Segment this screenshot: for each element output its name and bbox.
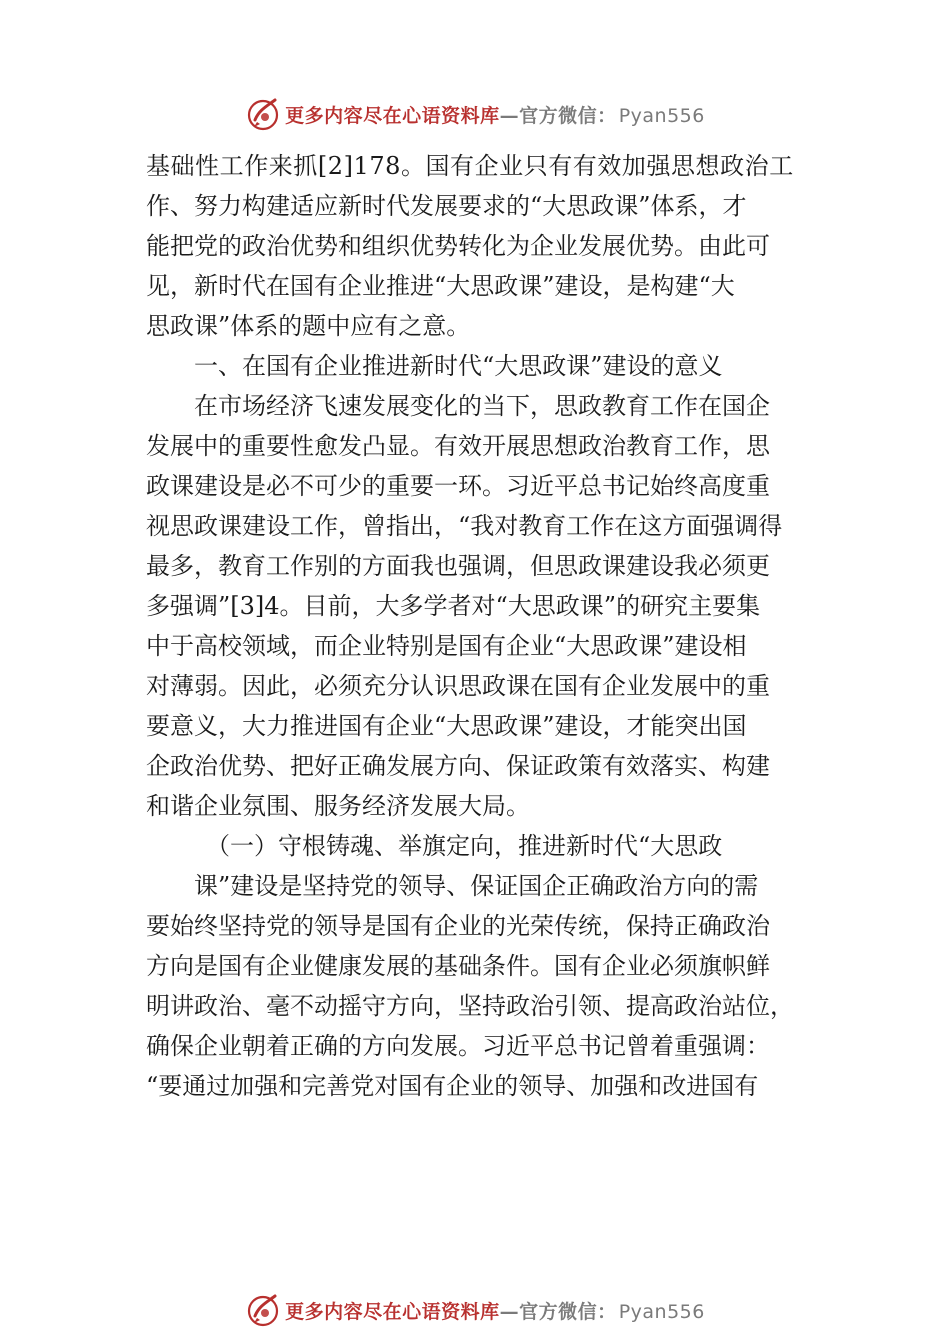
subsection-heading: （一）守根铸魂、举旗定向，推进新时代“大思政 <box>206 832 723 860</box>
subsection-heading-continued: 课”建设是坚持党的领导、保证国企正确政治方向的需 <box>194 872 759 900</box>
text-line: 见，新时代在国有企业推进“大思政课”建设，是构建“大 <box>146 272 735 300</box>
text-line: 能把党的政治优势和组织优势转化为企业发展优势。由此可 <box>146 232 770 260</box>
text-line: 中于高校领域，而企业特别是国有企业“大思政课”建设相 <box>146 632 747 660</box>
text-line: 视思政课建设工作，曾指出，“我对教育工作在这方面强调得 <box>146 512 783 540</box>
text-line: 对薄弱。因此，必须充分认识思政课在国有企业发展中的重 <box>146 672 770 700</box>
document-body <box>146 146 808 1106</box>
text-line: 最多，教育工作别的方面我也强调，但思政课建设我必须更 <box>146 552 770 580</box>
text-line: 政课建设是必不可少的重要一环。习近平总书记始终高度重 <box>146 472 770 500</box>
text-line: 方向是国有企业健康发展的基础条件。国有企业必须旗帜鲜 <box>146 952 770 980</box>
pen-seal-logo-icon <box>245 1292 281 1328</box>
text-line: 思政课”体系的题中应有之意。 <box>146 312 471 340</box>
text-line: 明讲政治、毫不动摇守方向，坚持政治引领、提高政治站位， <box>146 992 794 1020</box>
section-heading: 一、在国有企业推进新时代“大思政课”建设的意义 <box>194 352 723 380</box>
pen-seal-logo-icon <box>245 96 281 132</box>
watermark-text: 更多内容尽在心语资料库—官方微信： Pyan556 <box>285 104 705 127</box>
text-line: 要意义，大力推进国有企业“大思政课”建设，才能突出国 <box>146 712 747 740</box>
text-line: “要通过加强和完善党对国有企业的领导、加强和改进国有 <box>146 1072 759 1100</box>
text-line: 发展中的重要性愈发凸显。有效开展思想政治教育工作，思 <box>146 432 770 460</box>
watermark-text: 更多内容尽在心语资料库—官方微信： Pyan556 <box>285 1300 705 1323</box>
text-line: 和谐企业氛围、服务经济发展大局。 <box>146 792 530 820</box>
text-line: 确保企业朝着正确的方向发展。习近平总书记曾着重强调： <box>146 1032 770 1060</box>
text-line: 要始终坚持党的领导是国有企业的光荣传统，保持正确政治 <box>146 912 770 940</box>
text-line: 企政治优势、把好正确发展方向、保证政策有效落实、构建 <box>146 752 770 780</box>
paragraph-first-line: 在市场经济飞速发展变化的当下，思政教育工作在国企 <box>194 392 770 420</box>
text-line: 基础性工作来抓[2]178。国有企业只有有效加强思想政治工 <box>146 152 794 180</box>
footer-watermark <box>0 1290 950 1330</box>
header-watermark <box>0 94 950 134</box>
text-line: 作、努力构建适应新时代发展要求的“大思政课”体系，才 <box>146 192 747 220</box>
text-line: 多强调”[3]4。目前，大多学者对“大思政课”的研究主要集 <box>146 592 761 620</box>
